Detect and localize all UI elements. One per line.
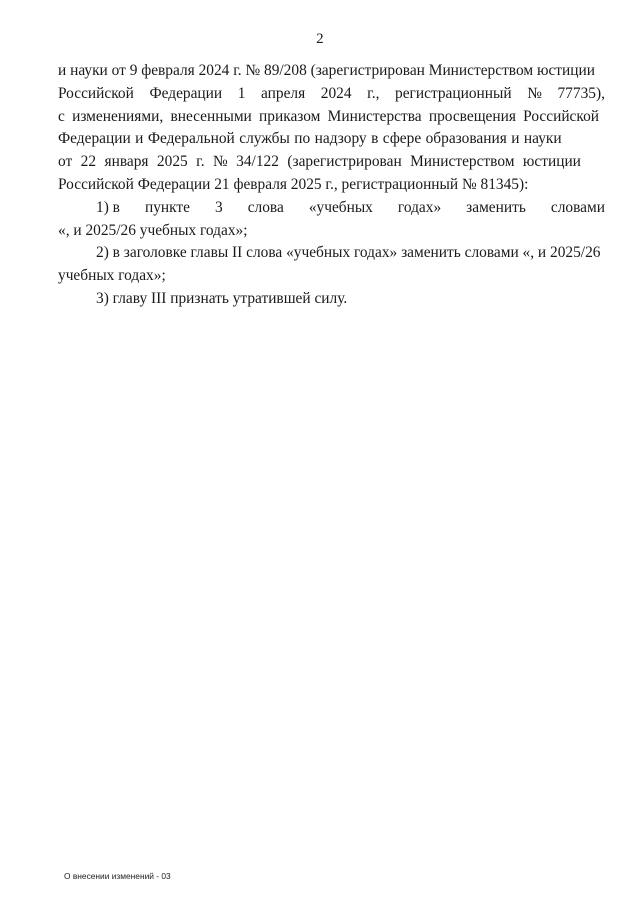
text-line-justified: Российской Федерации 1 апреля 2024 г., регистрационный № 77735), — [58, 84, 605, 102]
text-line: от 22 января 2025 г. № 34/122 (зарегистрирован Министерством юстиции — [58, 153, 581, 171]
text-line: и науки от 9 февраля 2024 г. № 89/208 (зарегистрирован Министерством юстиции — [58, 62, 595, 79]
page-number: 2 — [316, 31, 324, 47]
text-line: с изменениями, внесенными приказом Министерства просвещения Российской — [58, 107, 600, 125]
text-line: Российской Федерации 21 февраля 2025 г., регистрационный № 81345): — [58, 175, 529, 193]
text-line: Федерации и Федеральной службы по надзору в сфере образования и науки — [58, 130, 562, 148]
footer-note: О внесении изменений - 03 — [64, 871, 171, 881]
text-line: учебных годах»; — [58, 267, 166, 285]
list-item-3: 3) главу III признать утратившей силу. — [96, 289, 348, 307]
list-item-2: 2) в заголовке главы II слова «учебных годах» заменить словами «, и 2025/26 — [96, 244, 601, 262]
amendment-text — [58, 60, 605, 311]
text-line: «, и 2025/26 учебных годах»; — [58, 221, 248, 239]
list-item-1: 1) в пункте 3 слова «учебных годах» заменить словами — [96, 198, 605, 216]
